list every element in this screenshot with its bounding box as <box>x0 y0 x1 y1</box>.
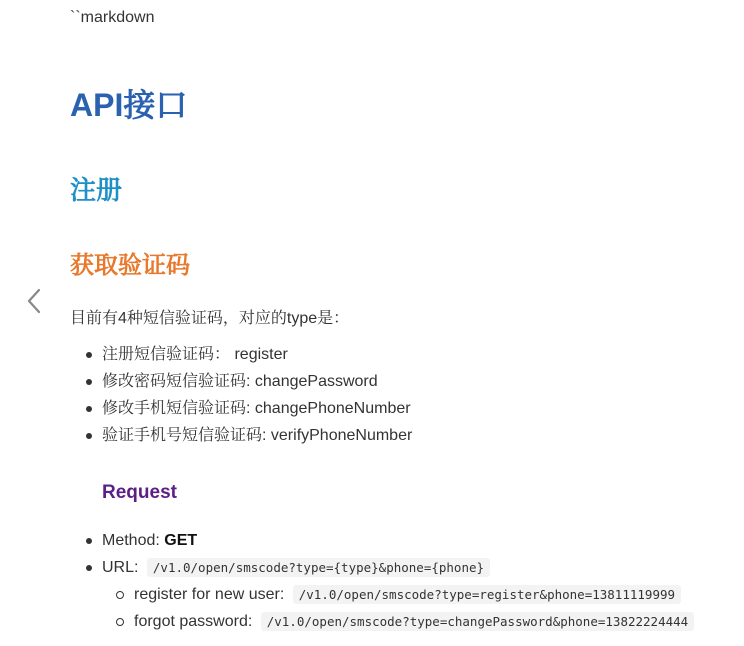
list-item-label: 注册短信验证码： <box>102 346 231 363</box>
method-value: GET <box>164 532 198 549</box>
request-heading: Request <box>102 482 177 503</box>
method-item <box>70 531 694 558</box>
list-item-label: 修改密码短信验证码: <box>102 373 251 390</box>
example-label: register for new user: <box>134 586 285 603</box>
page-title: API接口 <box>70 87 188 123</box>
list-item-value: changePhoneNumber <box>254 400 411 417</box>
url-item <box>70 558 694 646</box>
subsection-heading: 获取验证码 <box>70 252 190 279</box>
sms-type-list <box>70 345 412 453</box>
chevron-left-icon[interactable] <box>24 287 46 315</box>
example-label: forgot password: <box>134 613 253 630</box>
method-label: Method: <box>102 532 160 549</box>
section-heading: 注册 <box>70 175 123 205</box>
list-item <box>70 399 412 426</box>
url-label: URL: <box>102 559 139 576</box>
list-item-value: register <box>234 346 288 363</box>
list-item <box>70 372 412 399</box>
example-code: /v1.0/open/smscode?type=register&phone=13811119999 <box>293 585 681 604</box>
request-details-list <box>70 531 694 646</box>
list-item-label: 修改手机短信验证码: <box>102 400 251 417</box>
code-fence-text: ``markdown <box>70 9 155 26</box>
list-item-value: verifyPhoneNumber <box>270 427 413 444</box>
url-examples-list <box>102 585 694 639</box>
intro-paragraph: 目前有4种短信验证码，对应的type是： <box>70 310 350 327</box>
list-item <box>70 345 412 372</box>
list-item <box>70 426 412 453</box>
list-item-value: changePassword <box>254 373 378 390</box>
list-item <box>102 585 694 612</box>
example-code: /v1.0/open/smscode?type=changePassword&phone=13822224444 <box>261 612 694 631</box>
list-item-label: 验证手机号短信验证码: <box>102 427 267 444</box>
url-code: /v1.0/open/smscode?type={type}&phone={phone} <box>147 558 490 577</box>
